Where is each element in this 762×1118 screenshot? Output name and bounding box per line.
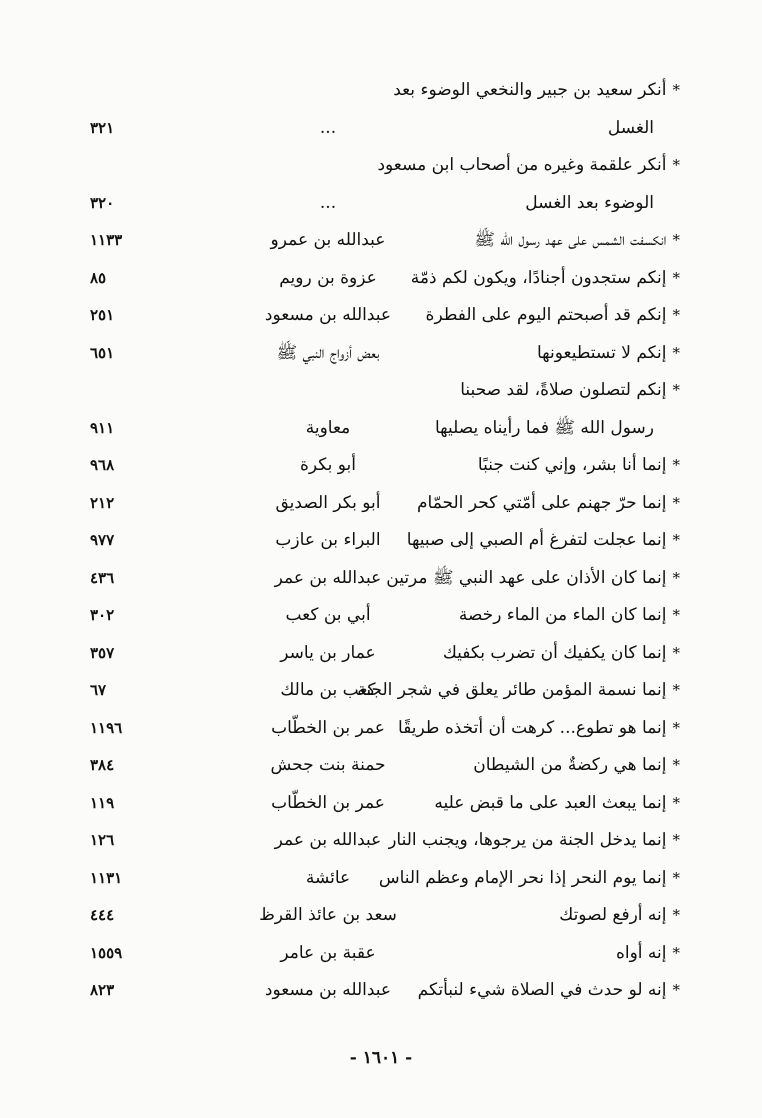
entry-hadith-text: إنكم لا تستطيعونها: [537, 342, 667, 363]
index-entry-continuation: [0, 185, 762, 221]
entry-narrator: معاوية: [305, 417, 351, 438]
entry-hadith-number: ٢١٢: [90, 493, 115, 512]
index-entry: [0, 72, 762, 108]
entry-hadith-text: انكسفت الشمس على عهد رسول الله ﷺ: [474, 230, 667, 250]
entry-narrator: عبدالله بن عمر: [274, 830, 382, 850]
index-entry: [0, 560, 762, 596]
entry-hadith-number: ٣٢٠: [90, 193, 115, 212]
bullet-mark: *: [672, 906, 680, 924]
index-entry: [0, 972, 762, 1008]
bullet-mark: *: [672, 306, 680, 324]
entry-hadith-text: إنما هو تطوع... كرهت أن أتخذه طريقًا: [398, 717, 667, 738]
entry-narrator: ...: [319, 117, 337, 138]
bullet-mark: *: [672, 456, 680, 474]
entry-hadith-text: إنما يدخل الجنة من يرجوها، ويجنب النار: [388, 830, 667, 850]
entry-text: [417, 485, 680, 521]
entry-hadith-text: إنما كان الأذان على عهد النبي ﷺ مرتين: [386, 567, 667, 588]
index-entry: [0, 260, 762, 296]
bullet-mark: *: [672, 381, 680, 399]
entry-hadith-number: ١١٩: [90, 793, 115, 812]
entry-hadith-text: إنما عجلت لتفرغ أم الصبي إلى صبيها: [406, 530, 667, 550]
entry-narrator: عزوة بن رويم: [279, 267, 377, 288]
entry-text: [388, 822, 680, 858]
index-entry: [0, 860, 762, 896]
entry-text: [473, 747, 680, 783]
index-entry: [0, 897, 762, 933]
entry-text: [537, 335, 680, 371]
entry-hadith-number: ٤٤٤: [90, 906, 115, 924]
entry-text: [459, 597, 680, 633]
bullet-mark: *: [672, 606, 680, 624]
entry-hadith-number: ٣٢١: [90, 118, 115, 137]
entry-narrator: عبدالله بن مسعود: [264, 305, 392, 325]
entry-hadith-number: ٦٥١: [90, 343, 115, 362]
entry-text: [478, 447, 680, 483]
bullet-mark: *: [672, 643, 680, 662]
entry-narrator: عبدالله بن عمر: [274, 567, 382, 588]
entry-hadith-text: إنكم ستجدون أجنادًا، ويكون لكم ذمّة: [410, 267, 667, 288]
bullet-mark: *: [672, 343, 680, 362]
entry-text: [377, 147, 680, 183]
entry-hadith-text: أنكر سعيد بن جبير والنخعي الوضوء بعد: [393, 80, 667, 100]
index-entry: [0, 485, 762, 521]
bullet-mark: *: [672, 981, 680, 999]
bullet-mark: *: [672, 568, 680, 587]
entry-hadith-text: إنكم لتصلون صلاةً، لقد صحبنا: [460, 380, 667, 400]
index-entry: [0, 335, 762, 371]
entry-hadith-number: ٨٢٣: [90, 981, 115, 999]
entry-hadith-number: ٦٧: [90, 681, 107, 699]
index-entry-continuation: [0, 410, 762, 446]
entry-narrator: سعد بن عائذ القرظ: [259, 905, 397, 925]
entry-text: [386, 560, 680, 596]
bullet-mark: *: [672, 868, 680, 887]
index-entry: [0, 222, 762, 258]
entry-narrator: البراء بن عازب: [275, 530, 381, 550]
entry-hadith-text: إنما نسمة المؤمن طائر يعلق في شجر الجنة: [357, 680, 667, 700]
index-entry: [0, 710, 762, 746]
bullet-mark: *: [672, 718, 680, 737]
entry-text: [398, 710, 680, 746]
entry-hadith-number: ٣٨٤: [90, 756, 115, 774]
entry-hadith-number: ٢٥١: [90, 306, 115, 324]
index-entry: [0, 672, 762, 708]
entry-hadith-text: إنما يبعث العبد على ما قبض عليه: [434, 792, 667, 813]
entry-text-continuation: الغسل: [607, 117, 654, 138]
entry-text: [434, 785, 680, 821]
index-entry: [0, 522, 762, 558]
index-entry: [0, 785, 762, 821]
entry-hadith-number: ١٢٦: [90, 831, 115, 849]
entry-text: [379, 860, 680, 896]
entry-text-continuation: رسول الله ﷺ فما رأيناه يصليها: [434, 417, 654, 438]
entry-text: [407, 522, 680, 558]
index-entry: [0, 747, 762, 783]
entry-narrator: أبي بن كعب: [285, 605, 371, 625]
page-number: - ١٦٠١ -: [349, 1048, 413, 1068]
entry-hadith-number: ١١٣٣: [90, 231, 123, 249]
entry-hadith-number: ٤٣٦: [90, 568, 115, 587]
entry-narrator: عائشة: [305, 867, 351, 888]
bullet-mark: *: [672, 493, 680, 512]
bullet-mark: *: [672, 268, 680, 287]
entry-narrator: أبو بكرة: [299, 455, 357, 475]
entry-narrator: عبدالله بن عمرو: [270, 230, 386, 250]
bullet-mark: *: [672, 81, 680, 99]
bullet-mark: *: [672, 756, 680, 774]
entry-text-continuation: الوضوء بعد الغسل: [525, 192, 654, 213]
bullet-mark: *: [672, 943, 680, 962]
entry-hadith-text: إنما كان يكفيك أن تضرب بكفيك: [442, 642, 667, 663]
entry-narrator: عبدالله بن مسعود: [264, 980, 392, 1000]
entry-hadith-text: إنما أنا بشر، وإني كنت جنبًا: [477, 455, 667, 475]
entry-hadith-text: إنه أرفع لصوتك: [559, 905, 667, 925]
entry-narrator: بعض أزواج النبي ﷺ: [276, 342, 380, 363]
bullet-mark: *: [672, 831, 680, 849]
entry-hadith-number: ٣٠٢: [90, 606, 115, 624]
entry-hadith-number: ٩٧٧: [90, 531, 115, 549]
index-entry: [0, 372, 762, 408]
entry-hadith-text: إنكم قد أصبحتم اليوم على الفطرة: [425, 305, 667, 325]
index-entry: [0, 297, 762, 333]
entry-text: [426, 297, 680, 333]
entry-narrator: كعب بن مالك: [280, 680, 376, 700]
index-entry-continuation: [0, 110, 762, 146]
entry-hadith-number: ١١٩٦: [90, 718, 123, 737]
index-entry: [0, 597, 762, 633]
index-entry: [0, 447, 762, 483]
bullet-mark: *: [672, 531, 680, 549]
entry-text: [460, 372, 680, 408]
entry-narrator: حمنة بنت جحش: [270, 755, 386, 775]
entry-text: [393, 72, 680, 108]
index-entry: [0, 147, 762, 183]
entry-hadith-number: ١١٣١: [90, 868, 123, 887]
entry-hadith-text: أنكر علقمة وغيره من أصحاب ابن مسعود: [377, 155, 667, 175]
bullet-mark: *: [672, 156, 680, 174]
entry-hadith-text: إنما يوم النحر إذا نحر الإمام وعظم الناس: [378, 867, 667, 888]
entry-hadith-number: ٩٦٨: [90, 456, 115, 474]
entry-narrator: عقبة بن عامر: [280, 942, 376, 963]
entry-narrator: أبو بكر الصديق: [275, 492, 381, 513]
bullet-mark: *: [672, 793, 680, 812]
entry-hadith-number: ٨٥: [90, 268, 107, 287]
entry-narrator: ...: [319, 192, 337, 213]
entry-hadith-text: إنما حرّ جهنم على أمّتي كحر الحمّام: [417, 492, 667, 513]
entry-hadith-number: ٣٥٧: [90, 643, 115, 662]
index-entry: [0, 635, 762, 671]
entry-text: [559, 897, 680, 933]
index-entry: [0, 822, 762, 858]
entry-hadith-number: ١٥٥٩: [90, 943, 123, 962]
entry-text: [616, 935, 680, 971]
bullet-mark: *: [672, 681, 680, 699]
entry-hadith-text: إنما كان الماء من الماء رخصة: [458, 605, 667, 625]
entry-narrator: عمر بن الخطّاب: [271, 717, 385, 738]
entry-text: [411, 260, 680, 296]
entry-text: [474, 222, 680, 258]
index-entry: [0, 935, 762, 971]
entry-hadith-number: ٩١١: [90, 418, 115, 437]
bullet-mark: *: [672, 231, 680, 249]
entry-text: [418, 972, 680, 1008]
entry-narrator: عمر بن الخطّاب: [271, 792, 385, 813]
entry-hadith-text: إنما هي ركضةٌ من الشيطان: [473, 755, 667, 775]
entry-text: [443, 635, 680, 671]
entry-hadith-text: إنه لو حدث في الصلاة شيء لنبأتكم: [417, 980, 667, 1000]
entry-narrator: عمار بن ياسر: [280, 642, 376, 663]
entry-hadith-text: إنه أواه: [615, 942, 667, 963]
